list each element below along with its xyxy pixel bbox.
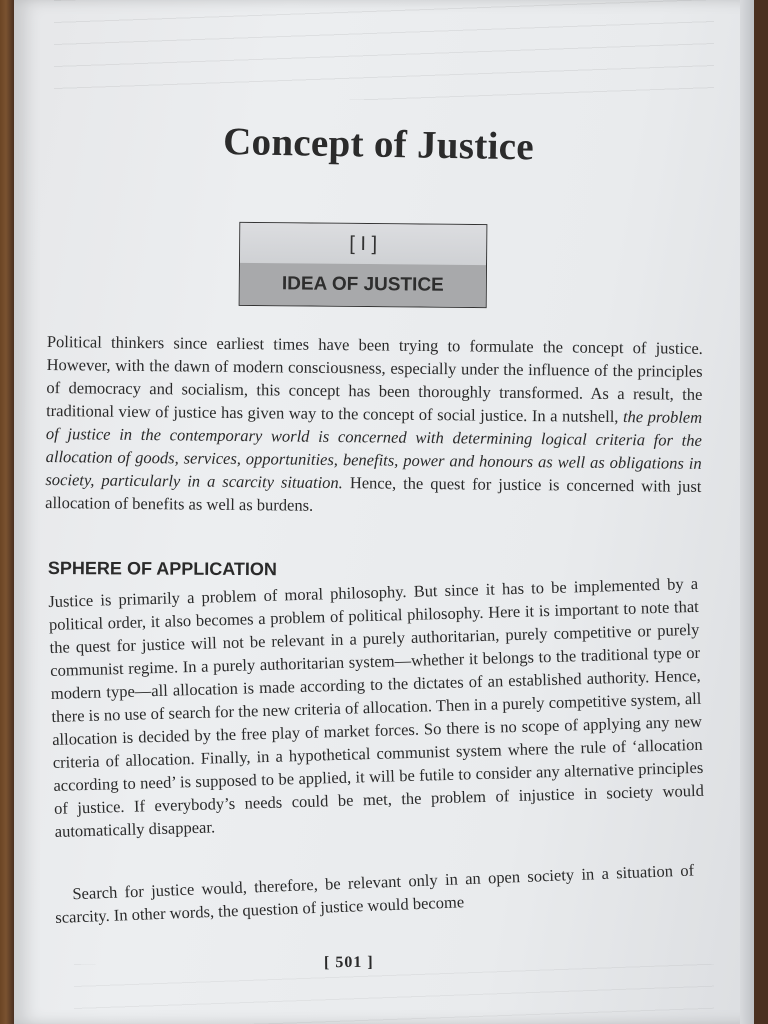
paragraph-intro-emphasis: the problem of justice in the contemporary world is concerned with determining logical criteria for the allocation of goods, services, opportunities, benefits, power and honours as well as obligations in society, particularly in a scarcity situation. — [45, 407, 703, 493]
paragraph-intro-lead: Political thinkers since earliest times have been trying to formulate the concept of justice. However, with the dawn of modern consciousness, especially under the influence of the principles of democracy and socialism, this concept has been thoroughly transformed. As a result, the traditional view of justice has given way to the concept of social justice. In a nutshell, — [46, 331, 703, 427]
book-page — [14, 0, 754, 1024]
paragraph-intro-tail: Hence, the quest for justice is concerned with just allocation of benefits as well as burdens. — [45, 473, 702, 515]
section-label-box — [239, 222, 488, 308]
paragraph-sphere — [48, 572, 705, 843]
paragraph-sphere-text: Justice is primarily a problem of moral philosophy. But since it has to be implemented by a political order, it also becomes a problem of political philosophy. Here it is important to note that the quest for justice will not be relevant in a purely authoritarian, purely competitive or purely communist regime. In a purely authoritarian system—whether it belongs to the traditional type or modern type—all allocation is made according to the dictates of an established authority. Hence, there is no use of search for the new criteria of allocation. Then in a purely competitive system, all allocation is decided by the free play of market forces. So there is no scope of applying any new criteria of allocation. Finally, in a hypothetical communist system where the rule of ‘allocation according to need’ is supposed to be applied, it will be futile to consider any alternative principles of justice. If everybody’s needs could be met, the problem of injustice in society would automatically disappear. — [48, 573, 705, 841]
paragraph-search — [54, 858, 695, 929]
page-number: [ 501 ] — [323, 953, 374, 972]
section-number: [ I ] — [240, 223, 486, 265]
show-through-bottom — [74, 964, 714, 1024]
page-edge — [740, 0, 754, 1024]
show-through-top — [54, 0, 714, 100]
chapter-title: Concept of Justice — [222, 120, 535, 169]
paragraph-intro — [45, 330, 703, 521]
paragraph-search-text: Search for justice would, therefore, be relevant only in an open society in a situation of scarcity. In other words, the question of justice would become — [54, 860, 695, 927]
section-heading: IDEA OF JUSTICE — [240, 263, 486, 307]
subheading-sphere: SPHERE OF APPLICATION — [47, 558, 278, 580]
